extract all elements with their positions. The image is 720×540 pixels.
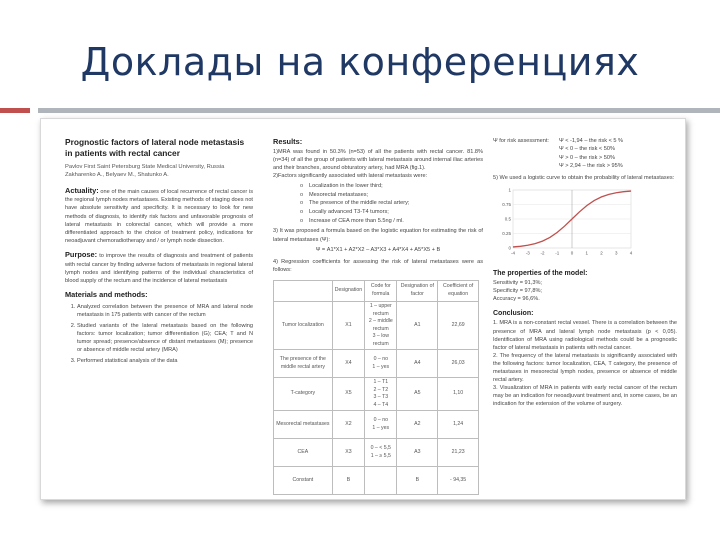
x-tick-label: -4 xyxy=(510,250,516,256)
risk-line: Ψ < 0 – the risk < 50% xyxy=(558,146,615,153)
poster-column-left xyxy=(65,137,253,369)
risk-line: Ψ > 0 – the risk > 50% xyxy=(558,154,615,161)
y-tick-label: 0.5 xyxy=(504,216,511,222)
table-header-cell: Code for formula xyxy=(365,281,397,302)
table-cell: 26,03 xyxy=(438,350,479,378)
poster-column-middle xyxy=(273,137,483,495)
formula: Ψ = A1*X1 + A2*X2 – A3*X3 + A4*X4 + A5*X5 + B xyxy=(315,246,441,253)
table-cell: CEA xyxy=(274,439,333,467)
table-cell: 21,23 xyxy=(438,439,479,467)
risk-line: Ψ > 2,94 – the risk > 95% xyxy=(558,163,623,170)
actuality-heading: Actuality: xyxy=(65,185,99,195)
table-cell: 1 – upper rectum 2 – middle rectum 3 – low rectum xyxy=(365,302,397,350)
table-cell: The presence of the middle rectal artery xyxy=(274,350,333,378)
results-heading: Results: xyxy=(273,137,303,146)
table-row xyxy=(274,411,479,439)
poster-image xyxy=(40,118,686,500)
properties-heading: The properties of the model: xyxy=(493,269,588,277)
risk-lines xyxy=(559,137,623,171)
table-cell: 22,69 xyxy=(438,302,479,350)
table-cell: A3 xyxy=(397,439,438,467)
property-line: Accuracy = 96,6%. xyxy=(493,296,540,303)
table-cell: A5 xyxy=(397,378,438,411)
x-tick-label: 4 xyxy=(629,250,633,256)
list-item: o Locally advanced T3-T4 tumors; xyxy=(309,208,483,217)
conclusion-3: 3. Visualization of MRA in patients with early rectal cancer of the rectum may be an indication for neoadjuvant treatment and, in some cases, be an indication for the extension of the volume of surgery. xyxy=(493,385,677,408)
poster-title: Prognostic factors of lateral node metastasis in patients with rectal cancer xyxy=(65,137,245,158)
table-row xyxy=(274,350,479,378)
table-cell xyxy=(365,467,397,495)
list-item: 2. Studied variants of the lateral metastasis based on the following factors: tumor localization; tumor differentiation (G); CEA; T and N tumor spread; presence/absence of distant metastases (M); presence or absence of middle rectal artery (MRA) xyxy=(77,322,253,354)
table-header-cell: Coefficient of equation xyxy=(438,281,479,302)
list-item: 1. Analyzed correlation between the presence of MRA and lateral node metastasis in 175 patients with cancer of the rectum xyxy=(77,303,253,319)
table-cell: 0 – no 1 – yes xyxy=(365,350,397,378)
table-cell: Tumor localization xyxy=(274,302,333,350)
purpose-text: to improve the results of diagnosis and treatment of patients with rectal cancer by finding adverse factors of metastasis in regional lateral lymph nodes and identifying patterns of the individual characteristics of blood supply of the rectum and the incidence of lateral metastasis xyxy=(65,253,253,284)
methods-list xyxy=(65,303,253,366)
table-cell: 0 – < 5,5 1 – ≥ 5,5 xyxy=(365,439,397,467)
risk-line: Ψ < -1,94 – the risk < 5 % xyxy=(558,138,624,144)
authors: Zakharenko A., Belyaev M., Shatunko A. xyxy=(65,172,169,179)
table-row xyxy=(274,439,479,467)
methods-heading: Materials and methods: xyxy=(65,290,148,300)
title-rule xyxy=(38,108,720,113)
purpose-heading: Purpose: xyxy=(65,250,98,260)
table-row xyxy=(274,302,479,350)
purpose-paragraph xyxy=(65,250,253,285)
table-cell: X3 xyxy=(332,439,364,467)
list-item: o Mesorectal metastases; xyxy=(309,191,483,200)
x-tick-label: 0 xyxy=(570,250,574,256)
actuality-text: one of the main causes of local recurrence of rectal cancer is the regional lymph nodes metastases. Existing methods of staging does not have absolute sensitivity and specificity. It is necessary to look for new methods of diagnosis, to identify risk factors and unfavorable prognosis of lateral metastasis in colorectal cancer, which will provide a more differentiated approach to the choice of treatment policy, indications for neoadjuvant chemoradiotherapy and / or lymph node dissection. xyxy=(65,188,253,244)
table-cell: 0 – no 1 – yes xyxy=(365,411,397,439)
table-cell: B xyxy=(332,467,364,495)
x-tick-label: 1 xyxy=(585,250,589,256)
factors-list xyxy=(273,182,483,225)
table-cell: A1 xyxy=(397,302,438,350)
list-item: o Increase of CEA more than 5.5ng / ml. xyxy=(309,217,483,226)
title-rule-accent xyxy=(0,108,30,113)
table-cell: - 94,35 xyxy=(438,467,479,495)
property-line: Sensitivity = 91,3%; xyxy=(493,279,542,286)
table-row xyxy=(274,378,479,411)
table-cell: X2 xyxy=(332,411,364,439)
y-tick-label: 0.75 xyxy=(502,201,511,207)
table-header-cell: Designation xyxy=(332,281,364,302)
logistic-note: 5) We used a logistic curve to obtain the probability of lateral metastases: xyxy=(493,174,675,181)
table-cell: 1,24 xyxy=(438,411,479,439)
model-properties xyxy=(493,269,677,303)
list-item: 3. Performed statistical analysis of the data xyxy=(77,357,253,365)
y-tick-label: 0 xyxy=(508,245,511,251)
table-cell: 1,10 xyxy=(438,378,479,411)
x-tick-label: 2 xyxy=(600,250,603,256)
table-cell: A4 xyxy=(397,350,438,378)
table-cell: 1 – T1 2 – T2 3 – T3 4 – T4 xyxy=(365,378,397,411)
conclusion-heading: Conclusion: xyxy=(493,310,534,318)
list-item: o The presence of the middle rectal artery; xyxy=(309,199,483,208)
logistic-curve-chart xyxy=(497,186,637,258)
results-text-3: 3) It was proposed a formula based on the logistic equation for estimating the risk of lateral metastases (Ψ): xyxy=(273,228,483,243)
results-text-1: 1)MRA was found in 50.3% (n=53) of all the patients with rectal cancer. 81.8% (n=34) of all the group of patients with lateral metastasis around internal iliac arteries and their branches, around obturatory artery, had MRA (fig.1). xyxy=(273,148,483,171)
conclusion xyxy=(493,309,677,408)
x-tick-label: 3 xyxy=(614,250,618,256)
table-cell: X1 xyxy=(332,302,364,350)
results-text-2: 2)Factors significantly associated with lateral metastasis were: xyxy=(273,173,428,180)
list-item: o Localization in the lower third; xyxy=(309,182,483,191)
table-cell: A2 xyxy=(397,411,438,439)
table-row xyxy=(274,467,479,495)
affiliation: Pavlov First Saint Petersburg State Medical University, Russia xyxy=(65,163,225,170)
y-tick-label: 1 xyxy=(508,187,511,193)
slide-title: Доклады на конференциях xyxy=(80,40,640,84)
table-cell: T-category xyxy=(274,378,333,411)
risk-heading: Ψ for risk assessment: xyxy=(493,138,549,144)
actuality-paragraph xyxy=(65,186,253,245)
property-line: Specificity = 97,8%; xyxy=(493,288,542,295)
table-cell: X5 xyxy=(332,378,364,411)
table-cell: B xyxy=(397,467,438,495)
x-tick-label: -2 xyxy=(540,250,545,256)
conclusion-2: 2. The frequency of the lateral metastasis is significantly associated with the following factors: tumor localization, CEA, T category, the presence of metastases in mesorectal lymph nodes, presence or absence of middle rectal artery. xyxy=(493,352,677,384)
table-cell: Mesorectal metastases xyxy=(274,411,333,439)
table-header-cell: Designation of factor xyxy=(397,281,438,302)
conclusion-1: 1. MRA is a non-constant rectal vessel. There is a correlation between the presence of MRA and lateral lymph node metastasis (p < 0,05). Identification of MRA using radiological methods could be a prognostic factor of lateral metastasis in patients with rectal cancer. xyxy=(493,320,677,351)
table-cell: Constant xyxy=(274,467,333,495)
results-text-4: 4) Regression coefficients for assessing the risk of lateral metastases were as follows: xyxy=(273,258,483,273)
y-tick-label: 0.25 xyxy=(502,230,511,236)
risk-assessment xyxy=(493,137,677,171)
x-tick-label: -3 xyxy=(525,250,530,256)
poster-column-right xyxy=(493,137,677,409)
x-tick-label: -1 xyxy=(555,250,560,256)
coefficients-table xyxy=(273,280,479,495)
table-header-cell xyxy=(274,281,333,302)
table-cell: X4 xyxy=(332,350,364,378)
